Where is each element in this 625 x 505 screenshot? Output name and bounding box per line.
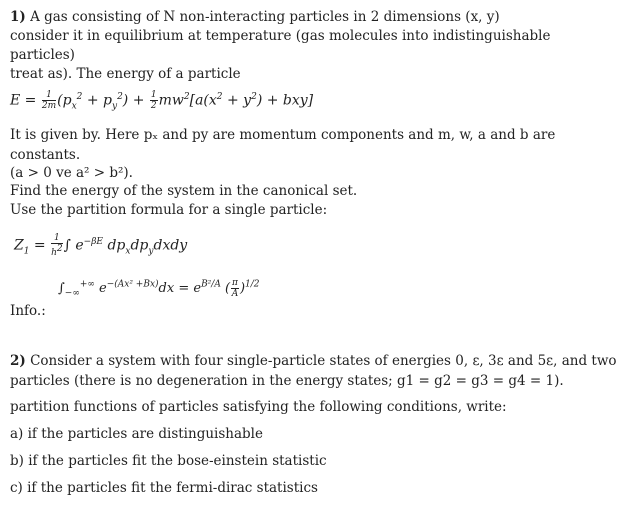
- energy-equation: E = $\frac{1}{2m}$ $(p_x^2 + p_y^2)$ + $\frac{1}{2}$ $mw^2[a(x^2 + y^2) + bxy]$: [10, 90, 314, 112]
- info-label: Info.:: [10, 303, 46, 319]
- item-c: c) if the particles fit the fermi-dirac statistics: [10, 480, 318, 496]
- p1-line-1: 1) A gas consisting of N non-interacting particles in 2 dimensions (x, y): [10, 9, 500, 25]
- p1-line-9: Use the partition formula for a single particle:: [10, 202, 328, 218]
- p1-line-3: particles): [10, 47, 75, 63]
- p1-line-5: It is given by. Here pₓ and py are momentum components and m, w, a and b are: [10, 127, 556, 143]
- partition-formula: $Z_1$ = $\frac{1}{h^2}$ ∫ $e^{-\beta E}$ $dp_xdp_ydxdy$: [14, 233, 188, 258]
- p2-line-3: partition functions of particles satisfying the following conditions, write:: [10, 399, 507, 415]
- item-a: a) if the particles are distinguishable: [10, 426, 263, 442]
- p1-line-4: treat as). The energy of a particle: [10, 66, 241, 82]
- p1-line-6: constants.: [10, 147, 81, 163]
- p2-line-1: 2) Consider a system with four single-particle states of energies 0, ε, 3ε and 5ε, and two: [10, 353, 617, 369]
- gaussian-integral: $\int_{-\infty}^{+\infty}$ $e^{-(Ax^2 +Bx)}dx = e^{B^2/A}$ ( $\frac{\pi}{A}$ )$^{1/2}$: [58, 278, 260, 299]
- p2-line-2: particles (there is no degeneration in the energy states; g1 = g2 = g3 = g4 = 1).: [10, 373, 564, 389]
- p1-line-7: (a > 0 ve a² > b²).: [10, 165, 133, 181]
- p1-line-8: Find the energy of the system in the canonical set.: [10, 183, 358, 199]
- p1-line-2: consider it in equilibrium at temperature (gas molecules into indistinguishable: [10, 28, 551, 44]
- item-b: b) if the particles fit the bose-einstein statistic: [10, 453, 327, 469]
